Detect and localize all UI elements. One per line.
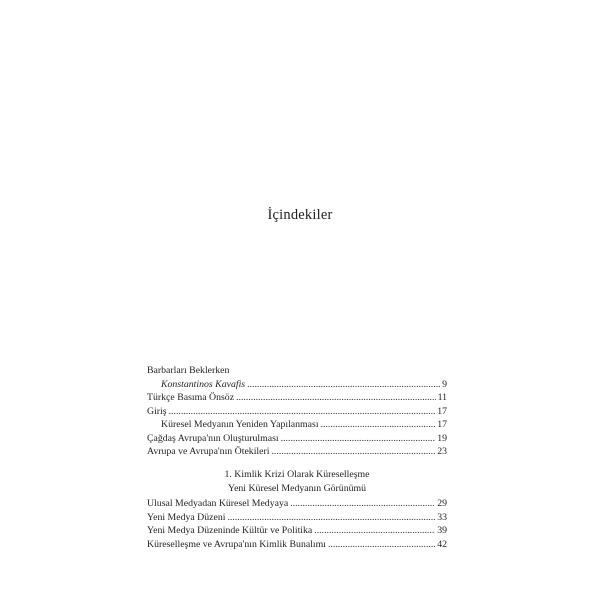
toc-page-number: 29 bbox=[437, 498, 447, 509]
toc-entry-label: Ulusal Medyadan Küresel Medyaya bbox=[147, 498, 289, 509]
dot-leader bbox=[271, 445, 435, 459]
toc-entry-label: Giriş bbox=[147, 405, 167, 417]
toc-page-number: 11 bbox=[437, 392, 447, 403]
toc-page-number: 23 bbox=[437, 446, 447, 457]
toc-entry bbox=[147, 497, 447, 511]
chapter-heading bbox=[147, 468, 447, 495]
toc-entry bbox=[147, 538, 447, 552]
chapter-subtitle: Yeni Küresel Medyanın Görünümü bbox=[227, 482, 367, 494]
dot-leader bbox=[328, 538, 435, 552]
toc-chapter-1 bbox=[147, 468, 447, 551]
toc-page-number: 19 bbox=[437, 432, 447, 444]
toc-entry-label: Çağdaş Avrupa'nın Oluşturulması bbox=[147, 432, 279, 444]
toc-entry bbox=[147, 511, 447, 525]
toc-entry-label: Yeni Medya Düzeni bbox=[147, 511, 226, 523]
toc-page-number: 33 bbox=[437, 511, 447, 523]
dot-leader bbox=[247, 378, 440, 392]
dot-leader bbox=[321, 418, 436, 432]
toc-page-number: 17 bbox=[437, 419, 447, 430]
dot-leader bbox=[281, 432, 436, 446]
toc-entry bbox=[147, 524, 447, 538]
toc-entry-otekileri bbox=[147, 445, 447, 459]
toc-page-number: 9 bbox=[442, 378, 447, 390]
dot-leader bbox=[236, 391, 436, 405]
dot-leader bbox=[290, 497, 435, 511]
toc-entry-label: Avrupa ve Avrupa'nın Ötekileri bbox=[147, 446, 270, 457]
toc-page-number: 42 bbox=[437, 538, 447, 550]
toc-entry-kuresel-medya bbox=[147, 418, 447, 432]
toc-entry-kavafis bbox=[147, 378, 447, 392]
toc-entry-label: Küreselleşme ve Avrupa'nın Kimlik Bunalımı bbox=[147, 538, 326, 550]
toc-entry-barbarlar: Barbarları Beklerken bbox=[147, 365, 230, 376]
toc-entry-giris bbox=[147, 405, 447, 419]
dot-leader bbox=[314, 524, 435, 538]
toc-entry-label: Yeni Medya Düzeninde Kültür ve Politika bbox=[147, 525, 313, 536]
dot-leader bbox=[227, 511, 435, 525]
page-title: İçindekiler bbox=[267, 207, 333, 223]
toc-front-matter bbox=[147, 364, 447, 459]
toc-entry-label: Küresel Medyanın Yeniden Yapılanması bbox=[161, 419, 319, 430]
dot-leader bbox=[169, 405, 436, 419]
toc-entry-cagdas-avrupa bbox=[147, 432, 447, 446]
chapter-title: 1. Kimlik Krizi Olarak Küreselleşme bbox=[224, 469, 370, 480]
toc-entry-label: Konstantinos Kavafis bbox=[161, 378, 246, 390]
toc-page-number: 39 bbox=[437, 525, 447, 536]
toc-entry-onsoz bbox=[147, 391, 447, 405]
toc-entry-label: Türkçe Basıma Önsöz bbox=[147, 392, 235, 403]
toc-page-number: 17 bbox=[437, 405, 447, 417]
